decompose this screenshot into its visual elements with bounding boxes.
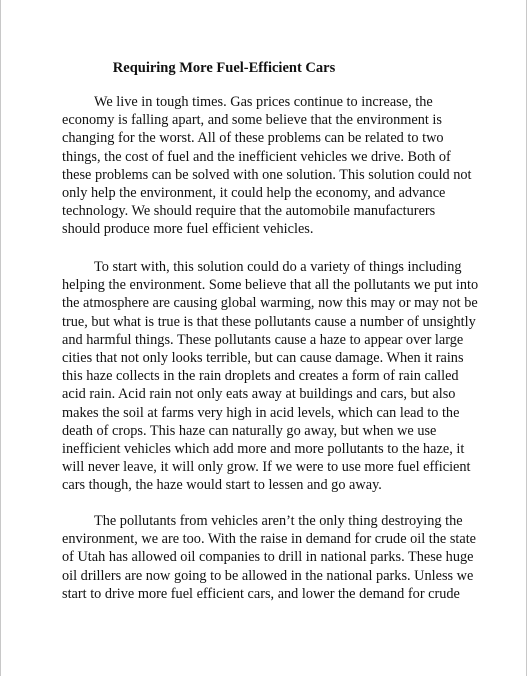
text-line: cars though, the haze would start to lessen and go away. bbox=[62, 477, 382, 494]
text-line: environment, we are too. With the raise in demand for crude oil the state bbox=[62, 531, 477, 548]
text-line: cities that not only looks terrible, but can cause damage. When it rains bbox=[62, 349, 464, 366]
text-line: things, the cost of fuel and the inefficient vehicles we drive. Both of bbox=[62, 148, 451, 165]
text-line: the atmosphere are causing global warming, now this may or may not be bbox=[62, 295, 478, 312]
text-line: makes the soil at farms very high in acid levels, which can lead to the bbox=[62, 404, 460, 421]
paragraph-3 bbox=[62, 512, 477, 603]
text-line: changing for the worst. All of these problems can be related to two bbox=[62, 130, 444, 147]
text-line: of Utah has allowed oil companies to drill in national parks. These huge bbox=[62, 549, 474, 566]
text-line: start to drive more fuel efficient cars, and lower the demand for crude bbox=[62, 585, 460, 602]
text-line: oil drillers are now going to be allowed in the national parks. Unless we bbox=[62, 567, 474, 584]
text-line: To start with, this solution could do a variety of things including bbox=[94, 259, 462, 275]
text-line: true, but what is true is that these pollutants cause a number of unsightly bbox=[62, 313, 476, 330]
text-line: will never leave, it will only grow. If we were to use more fuel efficient bbox=[62, 459, 471, 476]
text-line: this haze collects in the rain droplets and creates a form of rain called bbox=[62, 368, 459, 385]
document-title: Requiring More Fuel-Efficient Cars bbox=[112, 60, 336, 76]
text-line: death of crops. This haze can naturally go away, but when we use bbox=[62, 422, 437, 439]
text-line: economy is falling apart, and some believe that the environment is bbox=[62, 112, 442, 129]
text-line: The pollutants from vehicles aren’t the only thing destroying the bbox=[94, 513, 463, 529]
text-line: acid rain. Acid rain not only eats away at buildings and cars, but also bbox=[62, 386, 456, 403]
paragraph-1 bbox=[62, 93, 472, 239]
text-line: and harmful things. These pollutants cause a haze to appear over large bbox=[62, 331, 464, 348]
text-line: technology. We should require that the automobile manufacturers bbox=[62, 203, 436, 220]
paragraph-2 bbox=[62, 258, 479, 494]
text-line: helping the environment. Some believe that all the pollutants we put into bbox=[62, 277, 479, 294]
text-line: We live in tough times. Gas prices continue to increase, the bbox=[94, 94, 433, 110]
text-line: only help the environment, it could help the economy, and advance bbox=[62, 184, 446, 201]
text-line: these problems can be solved with one solution. This solution could not bbox=[62, 166, 472, 183]
text-line: should produce more fuel efficient vehicles. bbox=[62, 221, 314, 238]
text-line: inefficient vehicles which add more and more pollutants to the haze, it bbox=[62, 440, 465, 457]
